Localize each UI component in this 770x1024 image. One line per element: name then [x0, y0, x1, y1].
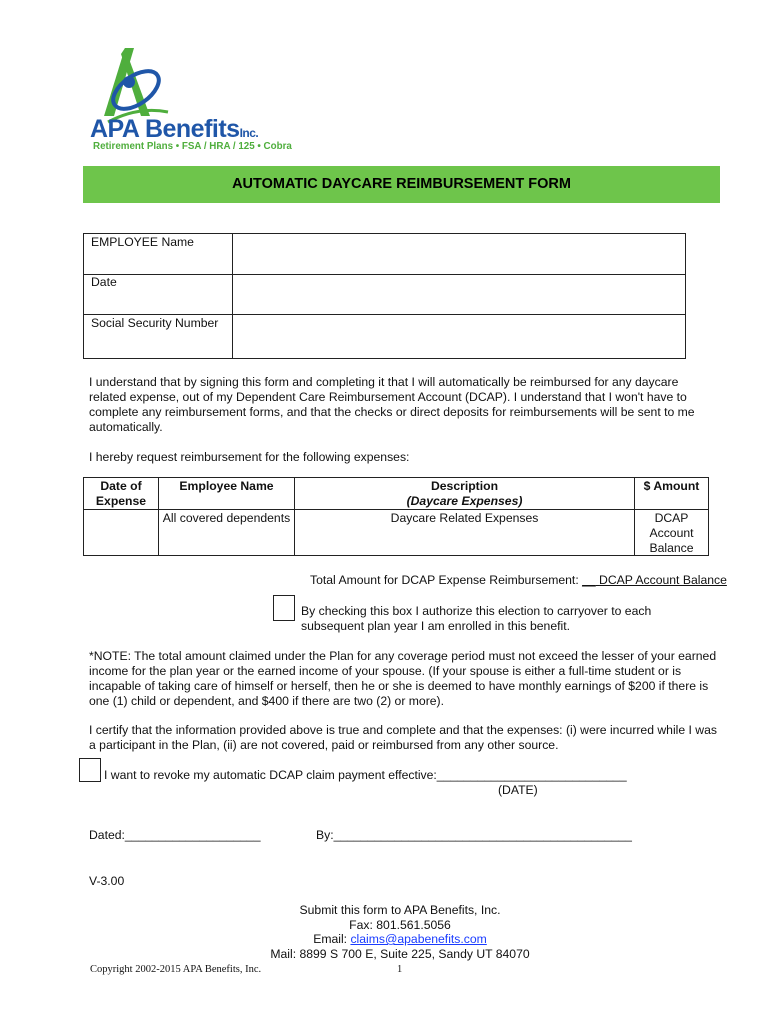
date-field[interactable]: [234, 274, 685, 314]
carryover-checkbox[interactable]: [273, 595, 295, 621]
header-description-sub: (Daycare Expenses): [406, 494, 523, 508]
header-description: Description: [430, 479, 499, 493]
cell-description: Daycare Related Expenses: [390, 511, 539, 525]
employee-name-field[interactable]: [234, 234, 685, 274]
by-signature-line[interactable]: By:____________________________________________: [316, 828, 632, 842]
carryover-text: By checking this box I authorize this election to carryover to each subsequent plan year I am enrolled in this benefit.: [301, 604, 652, 633]
date-row: [84, 274, 685, 315]
logo-tagline: Retirement Plans • FSA / HRA / 125 • Cobra: [93, 141, 292, 152]
page-number: 1: [397, 964, 403, 975]
employee-name-row: [84, 234, 685, 275]
total-label: Total Amount for DCAP Expense Reimbursement:: [310, 573, 579, 587]
header-date-of-expense: Date of Expense: [95, 479, 147, 508]
email-link[interactable]: claims@apabenefits.com: [350, 932, 487, 946]
employee-name-label: EMPLOYEE Name: [91, 235, 194, 249]
revoke-checkbox[interactable]: [79, 758, 101, 782]
header-employee-name: Employee Name: [179, 479, 274, 493]
dated-line[interactable]: Dated:____________________: [89, 828, 261, 842]
revoke-text: I want to revoke my automatic DCAP claim payment effective:____________________________: [104, 768, 627, 782]
total-value: __ DCAP Account Balance: [582, 573, 727, 587]
cell-employee: All covered dependents: [162, 511, 291, 525]
certify-paragraph: I certify that the information provided above is true and complete and that the expenses: (i) were incurred while I was a participant in the Plan, (ii) are not covered, paid or reimbursed from any other source.: [89, 723, 717, 752]
form-title: AUTOMATIC DAYCARE REIMBURSEMENT FORM: [232, 176, 571, 192]
total-line: [310, 573, 727, 588]
revoke-date-caption: (DATE): [498, 783, 538, 797]
ssn-label: Social Security Number: [91, 316, 219, 330]
version-label: V-3.00: [89, 874, 125, 888]
header-amount: $ Amount: [643, 479, 700, 493]
cell-amount-line2: Account: [649, 526, 694, 540]
email-line: Email: claims@apabenefits.com: [313, 932, 487, 946]
mail-line: Mail: 8899 S 700 E, Suite 225, Sandy UT 84070: [270, 947, 530, 961]
cell-amount-line3: Balance: [649, 541, 694, 555]
ssn-field[interactable]: [234, 315, 685, 358]
understanding-paragraph: I understand that by signing this form and completing it that I will automatically be reimbursed for any daycare related expense, out of my Dependent Care Reimbursement Account (DCAP). I understand that I won't have to complete any reimbursement forms, and that the checks or direct deposits for reimbursements will be sent to me automatically.: [89, 375, 695, 434]
note-paragraph: *NOTE: The total amount claimed under the Plan for any coverage period must not exceed the lesser of your earned income for the plan year or the earned income of your spouse. (If your spouse is either a full-time student or is incapable of taking care of himself or herself, then he or she is deemed to have monthly earnings of $200 if there is one (1) child or dependent, and $400 if there are two (2) or more).: [89, 649, 717, 708]
submit-line: Submit this form to APA Benefits, Inc.: [299, 903, 501, 917]
employee-info-table: [83, 233, 686, 359]
request-paragraph: I hereby request reimbursement for the following expenses:: [89, 450, 410, 464]
copyright-text: Copyright 2002-2015 APA Benefits, Inc.: [90, 964, 262, 975]
cell-amount-line1: DCAP: [654, 511, 689, 525]
expense-table: [83, 477, 709, 556]
date-label: Date: [91, 275, 117, 289]
fax-line: Fax: 801.561.5056: [349, 918, 451, 932]
ssn-row: [84, 315, 685, 358]
logo-name: APA BenefitsInc.: [90, 115, 259, 143]
